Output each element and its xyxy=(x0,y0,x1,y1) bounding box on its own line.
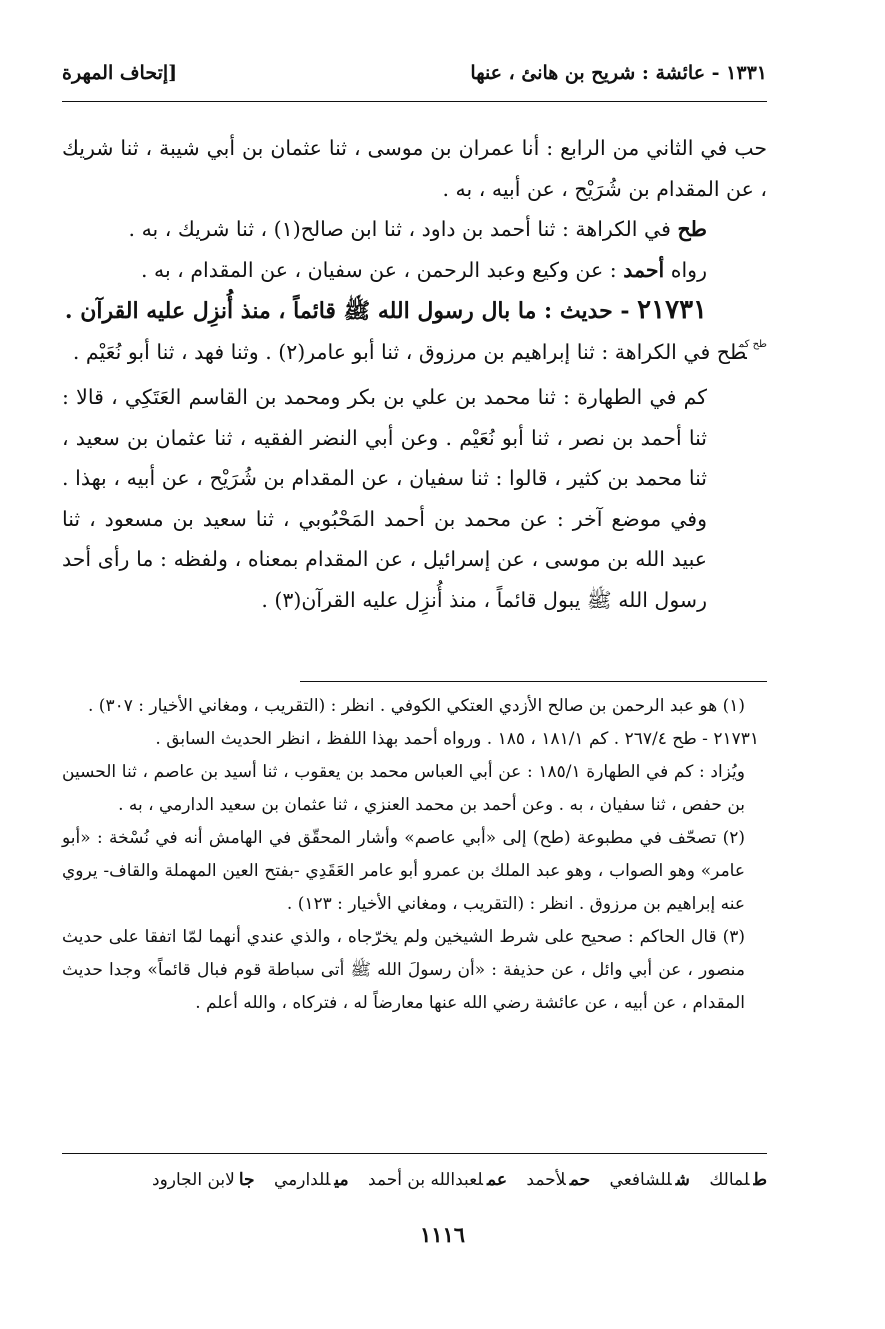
abbrev-item: طلمالك xyxy=(709,1170,767,1190)
footnote-3: (٣) قال الحاكم : صحيح على شرط الشيخين ولم يخرّجاه ، والذي عندي أنهما لمّا اتفقا على حديث منصور ، عن أبي وائل ، عن حذيفة : «أن رسولَ الله ﷺ أتى سباطة قوم فبال قائماً» وجدا حديث المقدام ، عن أبيه ، عن عائشة رضي الله عنها معارضاً له ، فتركاه ، والله أعلم . xyxy=(62,927,746,1013)
source-marks: طح كم xyxy=(738,338,767,350)
ahmad-text: : عن وكيع وعبد الرحمن ، عن سفيان ، عن المقدام ، به . xyxy=(140,257,617,282)
hadith-number: ٢١٧٣١ xyxy=(637,295,707,325)
footnote-rule xyxy=(300,681,767,682)
tahawi-text-2: طح في الكراهة : ثنا إبراهيم بن مرزوق ، ثنا أبو عامر(٢) . وثنا فهد ، ثنا أبو نُعَيْم . xyxy=(72,339,747,364)
abbrev-item: ميللدارمي xyxy=(273,1170,349,1190)
footnote-2: (٢) تصحّف في مطبوعة (طح) إلى «أبي عاصم» وأشار المحقّق في الهامش أنه في نُسْخة : «أبو عامر» وهو الصواب ، وهو عبد الملك بن عمرو أبو عامر العَقَدِي -بفتح العين المهملة والقاف- يروي عنه إبراهيم بن مرزوق . انظر : (التقريب ، ومغاني الأخيار : ١٢٣) . xyxy=(62,828,745,914)
abbrev-item: حملأحمد xyxy=(526,1170,591,1190)
abbreviations-key xyxy=(62,1165,767,1195)
page-number: ١١١٦ xyxy=(419,1222,466,1247)
main-text xyxy=(62,128,767,620)
tahawi-paragraph-2 xyxy=(62,332,767,378)
hadith-title-text: - حديث : ما بال رسول الله ﷺ قائماً ، منذ أُنزِل عليه القرآن . xyxy=(64,298,630,324)
hakim-paragraph: كم في الطهارة : ثنا محمد بن علي بن بكر ومحمد بن القاسم العَتَكِي ، قالا : ثنا أحمد بن نصر ، ثنا أبو نُعَيْم . وعن أبي النضر الفقيه ، ثنا عثمان بن سعيد ، ثنا محمد بن كثير ، قالوا : ثنا سفيان ، عن المقدام بن شُرَيْح ، عن أبيه ، بهذا . وفي موضع آخر : عن محمد بن أحمد المَحْبُوبي ، ثنا سعيد بن مسعود ، ثنا عبيد الله بن موسى ، عن إسرائيل ، عن المقدام بمعناه ، ولفظه : ما رأى أحد رسول الله ﷺ يبول قائماً ، منذ أُنزِل عليه القرآن(٣) . xyxy=(62,385,707,612)
footnote-additions: ويُزاد : كم في الطهارة ١٨٥/١ : عن أبي العباس محمد بن يعقوب ، ثنا أسيد بن عاصم ، ثنا الحسين بن حفص ، ثنا سفيان ، به . وعن أحمد بن محمد العنزي ، ثنا عثمان بن سعيد الدارمي ، به . xyxy=(62,762,746,815)
abbreviations-rule xyxy=(62,1153,767,1154)
ahmad-paragraph xyxy=(62,250,767,291)
footnote-hadith-sources: ٢١٧٣١ - طح ٢٦٧/٤ . كم ١٨١/١ ، ١٨٥ . ورواه أحمد بهذا اللفظ ، انظر الحديث السابق . xyxy=(155,729,759,749)
footnote-1: (١) هو عبد الرحمن بن صالح الأزدي العتكي الكوفي . انظر : (التقريب ، ومغاني الأخيار : ٣٠٧) . xyxy=(88,696,745,716)
header-book-title: [إتحاف المهرة xyxy=(62,62,178,84)
abbrev-item: شللشافعي xyxy=(609,1170,690,1190)
header-rule xyxy=(62,101,767,102)
running-header xyxy=(62,58,767,92)
footnotes xyxy=(62,690,767,1020)
tahawi-paragraph-1 xyxy=(62,209,767,250)
ahmad-code: أحمد xyxy=(623,257,665,282)
header-chapter-title: ١٣٣١ - عائشة : شريح بن هانئ ، عنها xyxy=(470,62,767,84)
ahmad-prefix: رواه xyxy=(670,257,707,282)
tahawi-code: طح xyxy=(677,217,707,241)
abbrev-item: عملعبدالله بن أحمد xyxy=(368,1170,507,1190)
abbrev-item: جالابن الجارود xyxy=(152,1170,255,1190)
hibban-paragraph: حب في الثاني من الرابع : أنا عمران بن موسى ، ثنا عثمان بن أبي شيبة ، ثنا شريك ، عن المقدام بن شُرَيْح ، عن أبيه ، به . xyxy=(62,136,767,201)
tahawi-text: في الكراهة : ثنا أحمد بن داود ، ثنا ابن صالح(١) ، ثنا شريك ، به . xyxy=(128,217,671,241)
hadith-heading xyxy=(62,290,767,332)
